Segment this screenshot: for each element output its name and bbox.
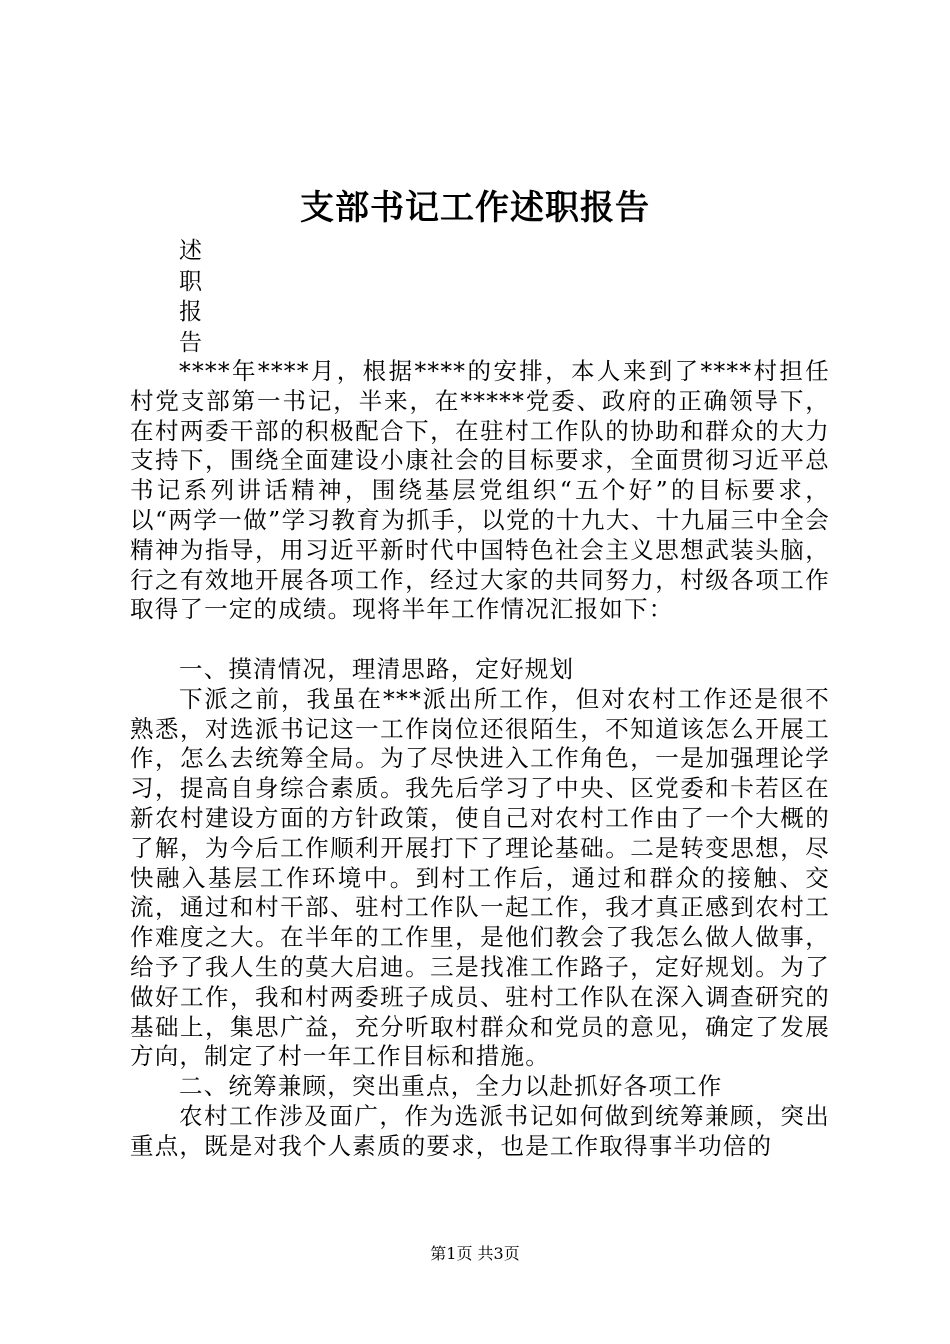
- vertical-heading-char: 告: [179, 329, 202, 356]
- section-heading-1: 一、摸清情况，理清思路，定好规划: [179, 654, 575, 683]
- page-footer: 第1页 共3页: [430, 1244, 520, 1263]
- document-body: [130, 357, 830, 1162]
- vertical-heading: [179, 236, 209, 358]
- section-1-paragraph: 下派之前，我虽在***派出所工作，但对农村工作还是很不熟悉，对选派书记这一工作岗位还很陌生，不知道该怎么开展工作，怎么去统筹全局。为了尽快进入工作角色，一是加强理论学习，提高自身综合素质。我先后学习了中央、区党委和卡若区在新农村建设方面的方针政策，使自己对农村工作由了一个大概的了解，为今后工作顺利开展打下了理论基础。二是转变思想，尽快融入基层工作环境中。到村工作后，通过和群众的接触、交流，通过和村干部、驻村工作队一起工作，我才真正感到农村工作难度之大。在半年的工作里，是他们教会了我怎么做人做事，给予了我人生的莫大启迪。三是找准工作路子，定好规划。为了做好工作，我和村两委班子成员、驻村工作队在深入调查研究的基础上，集思广益，充分听取村群众和党员的意见，确定了发展方向，制定了村一年工作目标和措施。: [130, 684, 830, 1071]
- vertical-heading-char: 报: [179, 299, 202, 325]
- section-heading-2: 二、统筹兼顾，突出重点，全力以赴抓好各项工作: [179, 1072, 723, 1101]
- section-2-paragraph: 农村工作涉及面广，作为选派书记如何做到统筹兼顾，突出重点，既是对我个人素质的要求，也是工作取得事半功倍的: [130, 1101, 830, 1160]
- intro-paragraph: ****年****月，根据****的安排，本人来到了****村担任村党支部第一书记，半来，在*****党委、政府的正确领导下，在村两委干部的积极配合下，在驻村工作队的协助和群众的大力支持下，围绕全面建设小康社会的目标要求，全面贯彻习近平总书记系列讲话精神，围绕基层党组织“五个好”的目标要求，以“两学一做”学习教育为抓手，以党的十九大、十九届三中全会精神为指导，用习近平新时代中国特色社会主义思想武装头脑，行之有效地开展各项工作，经过大家的共同努力，村级各项工作取得了一定的成绩。现将半年工作情况汇报如下：: [130, 357, 830, 624]
- vertical-heading-char: 述: [179, 238, 202, 264]
- document-title: 支部书记工作述职报告: [300, 188, 650, 228]
- vertical-heading-char: 职: [179, 268, 202, 295]
